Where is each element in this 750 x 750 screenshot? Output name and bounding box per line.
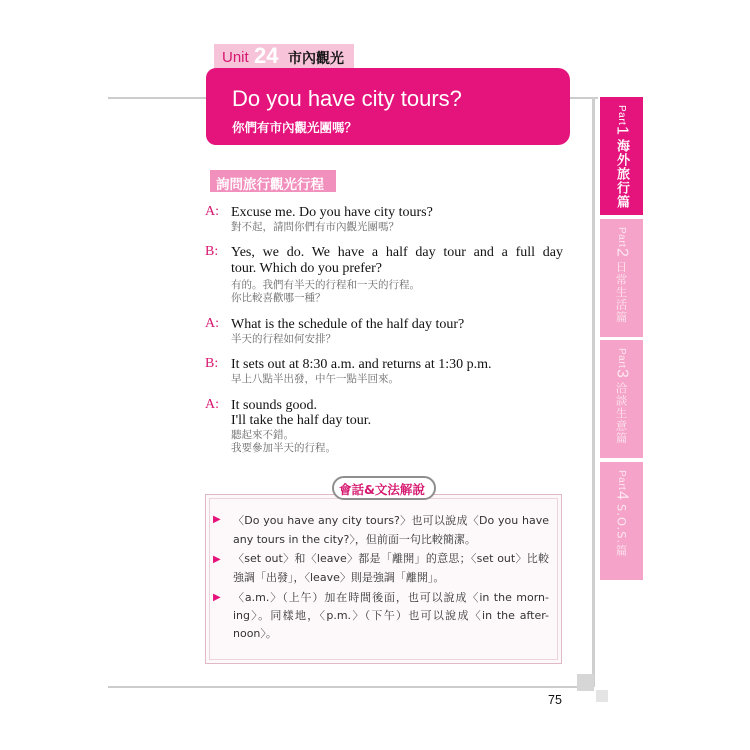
grammar-note-line: any tours in the city?〉，但前面一句比較簡潔。 bbox=[233, 533, 476, 546]
section-heading: 詢問旅行觀光行程 bbox=[216, 177, 324, 193]
tab-part-name: S.O.S.篇 bbox=[614, 504, 629, 557]
banner-chinese-title: 你們有市內觀光團嗎？ bbox=[232, 120, 358, 135]
dialogue-chinese: 有的。我們有半天的行程和一天的行程。 bbox=[231, 279, 420, 291]
bullet-icon: ▶ bbox=[213, 592, 221, 603]
dialogue-english: It sounds good. bbox=[231, 398, 317, 413]
bullet-icon: ▶ bbox=[213, 554, 221, 565]
tab-part-3[interactable] bbox=[600, 340, 643, 458]
grammar-note-line: 〈a.m.〉（上午）加在時間後面，也可以說成〈in the morn- bbox=[233, 591, 549, 604]
tab-part-number: 2 bbox=[613, 248, 631, 258]
grammar-note-line: 〈set out〉和〈leave〉都是「離開」的意思；〈set out〉比較 bbox=[233, 552, 549, 565]
tab-part-word: Part bbox=[616, 227, 627, 248]
speaker-label: B: bbox=[205, 244, 219, 259]
grammar-note-line: noon〉。 bbox=[233, 627, 277, 640]
dialogue-english: It sets out at 8:30 a.m. and returns at 1:30 p.m. bbox=[231, 357, 492, 372]
dialogue-chinese: 你比較喜歡哪一種？ bbox=[231, 292, 326, 304]
tab-part-2[interactable] bbox=[600, 219, 643, 337]
tab-part-number: 1 bbox=[613, 126, 631, 136]
speaker-label: A: bbox=[205, 204, 219, 219]
grammar-note-line: 強調「出發」，〈leave〉則是強調「離開」。 bbox=[233, 571, 445, 584]
grammar-title: 會話&文法解說 bbox=[339, 482, 425, 497]
speaker-label: A: bbox=[205, 316, 219, 331]
dialogue-chinese: 聽起來不錯。 bbox=[231, 429, 294, 441]
tab-part-1[interactable] bbox=[600, 97, 643, 215]
unit-number: 24 bbox=[254, 43, 279, 68]
grammar-note-line: 〈Do you have any city tours?〉也可以說成〈Do you have bbox=[233, 514, 549, 527]
speaker-label: A: bbox=[205, 397, 219, 412]
tab-part-number: 4 bbox=[613, 491, 631, 501]
grammar-note-line: ing〉。同樣地，〈p.m.〉（下午）也可以說成〈in the after- bbox=[233, 609, 549, 622]
tab-part-name: 海外旅行篇 bbox=[614, 139, 629, 210]
unit-title: 市內觀光 bbox=[288, 51, 344, 67]
tab-part-name: 洽談生意篇 bbox=[614, 382, 629, 445]
tab-part-word: Part bbox=[616, 470, 627, 491]
dialogue-english: Yes, we do. We have a half day tour and a full day bbox=[231, 245, 563, 260]
page-number: 75 bbox=[548, 693, 562, 707]
tab-part-4[interactable] bbox=[600, 462, 643, 580]
decor-square-small bbox=[596, 690, 608, 702]
decor-square bbox=[577, 674, 594, 691]
bullet-icon: ▶ bbox=[213, 514, 221, 525]
dialogue-chinese: 早上八點半出發，中午一點半回來。 bbox=[231, 373, 399, 385]
dialogue-english: I'll take the half day tour. bbox=[231, 413, 372, 428]
dialogue-english: tour. Which do you prefer? bbox=[231, 261, 382, 276]
banner-english-title: Do you have city tours? bbox=[232, 86, 462, 111]
dialogue-chinese: 對不起，請問你們有市內觀光團嗎？ bbox=[231, 221, 399, 233]
tab-part-word: Part bbox=[616, 105, 627, 126]
dialogue-english: What is the schedule of the half day tour? bbox=[231, 317, 465, 332]
dialogue-chinese: 半天的行程如何安排？ bbox=[231, 333, 336, 345]
dialogue-english: Excuse me. Do you have city tours? bbox=[231, 205, 433, 220]
tab-part-name: 日常生活篇 bbox=[614, 261, 629, 324]
tab-part-word: Part bbox=[616, 348, 627, 369]
unit-word: Unit bbox=[222, 49, 249, 66]
right-rule bbox=[592, 97, 595, 687]
speaker-label: B: bbox=[205, 356, 219, 371]
tab-part-number: 3 bbox=[613, 369, 631, 379]
bottom-rule bbox=[108, 686, 592, 688]
dialogue-chinese: 我要參加半天的行程。 bbox=[231, 442, 336, 454]
